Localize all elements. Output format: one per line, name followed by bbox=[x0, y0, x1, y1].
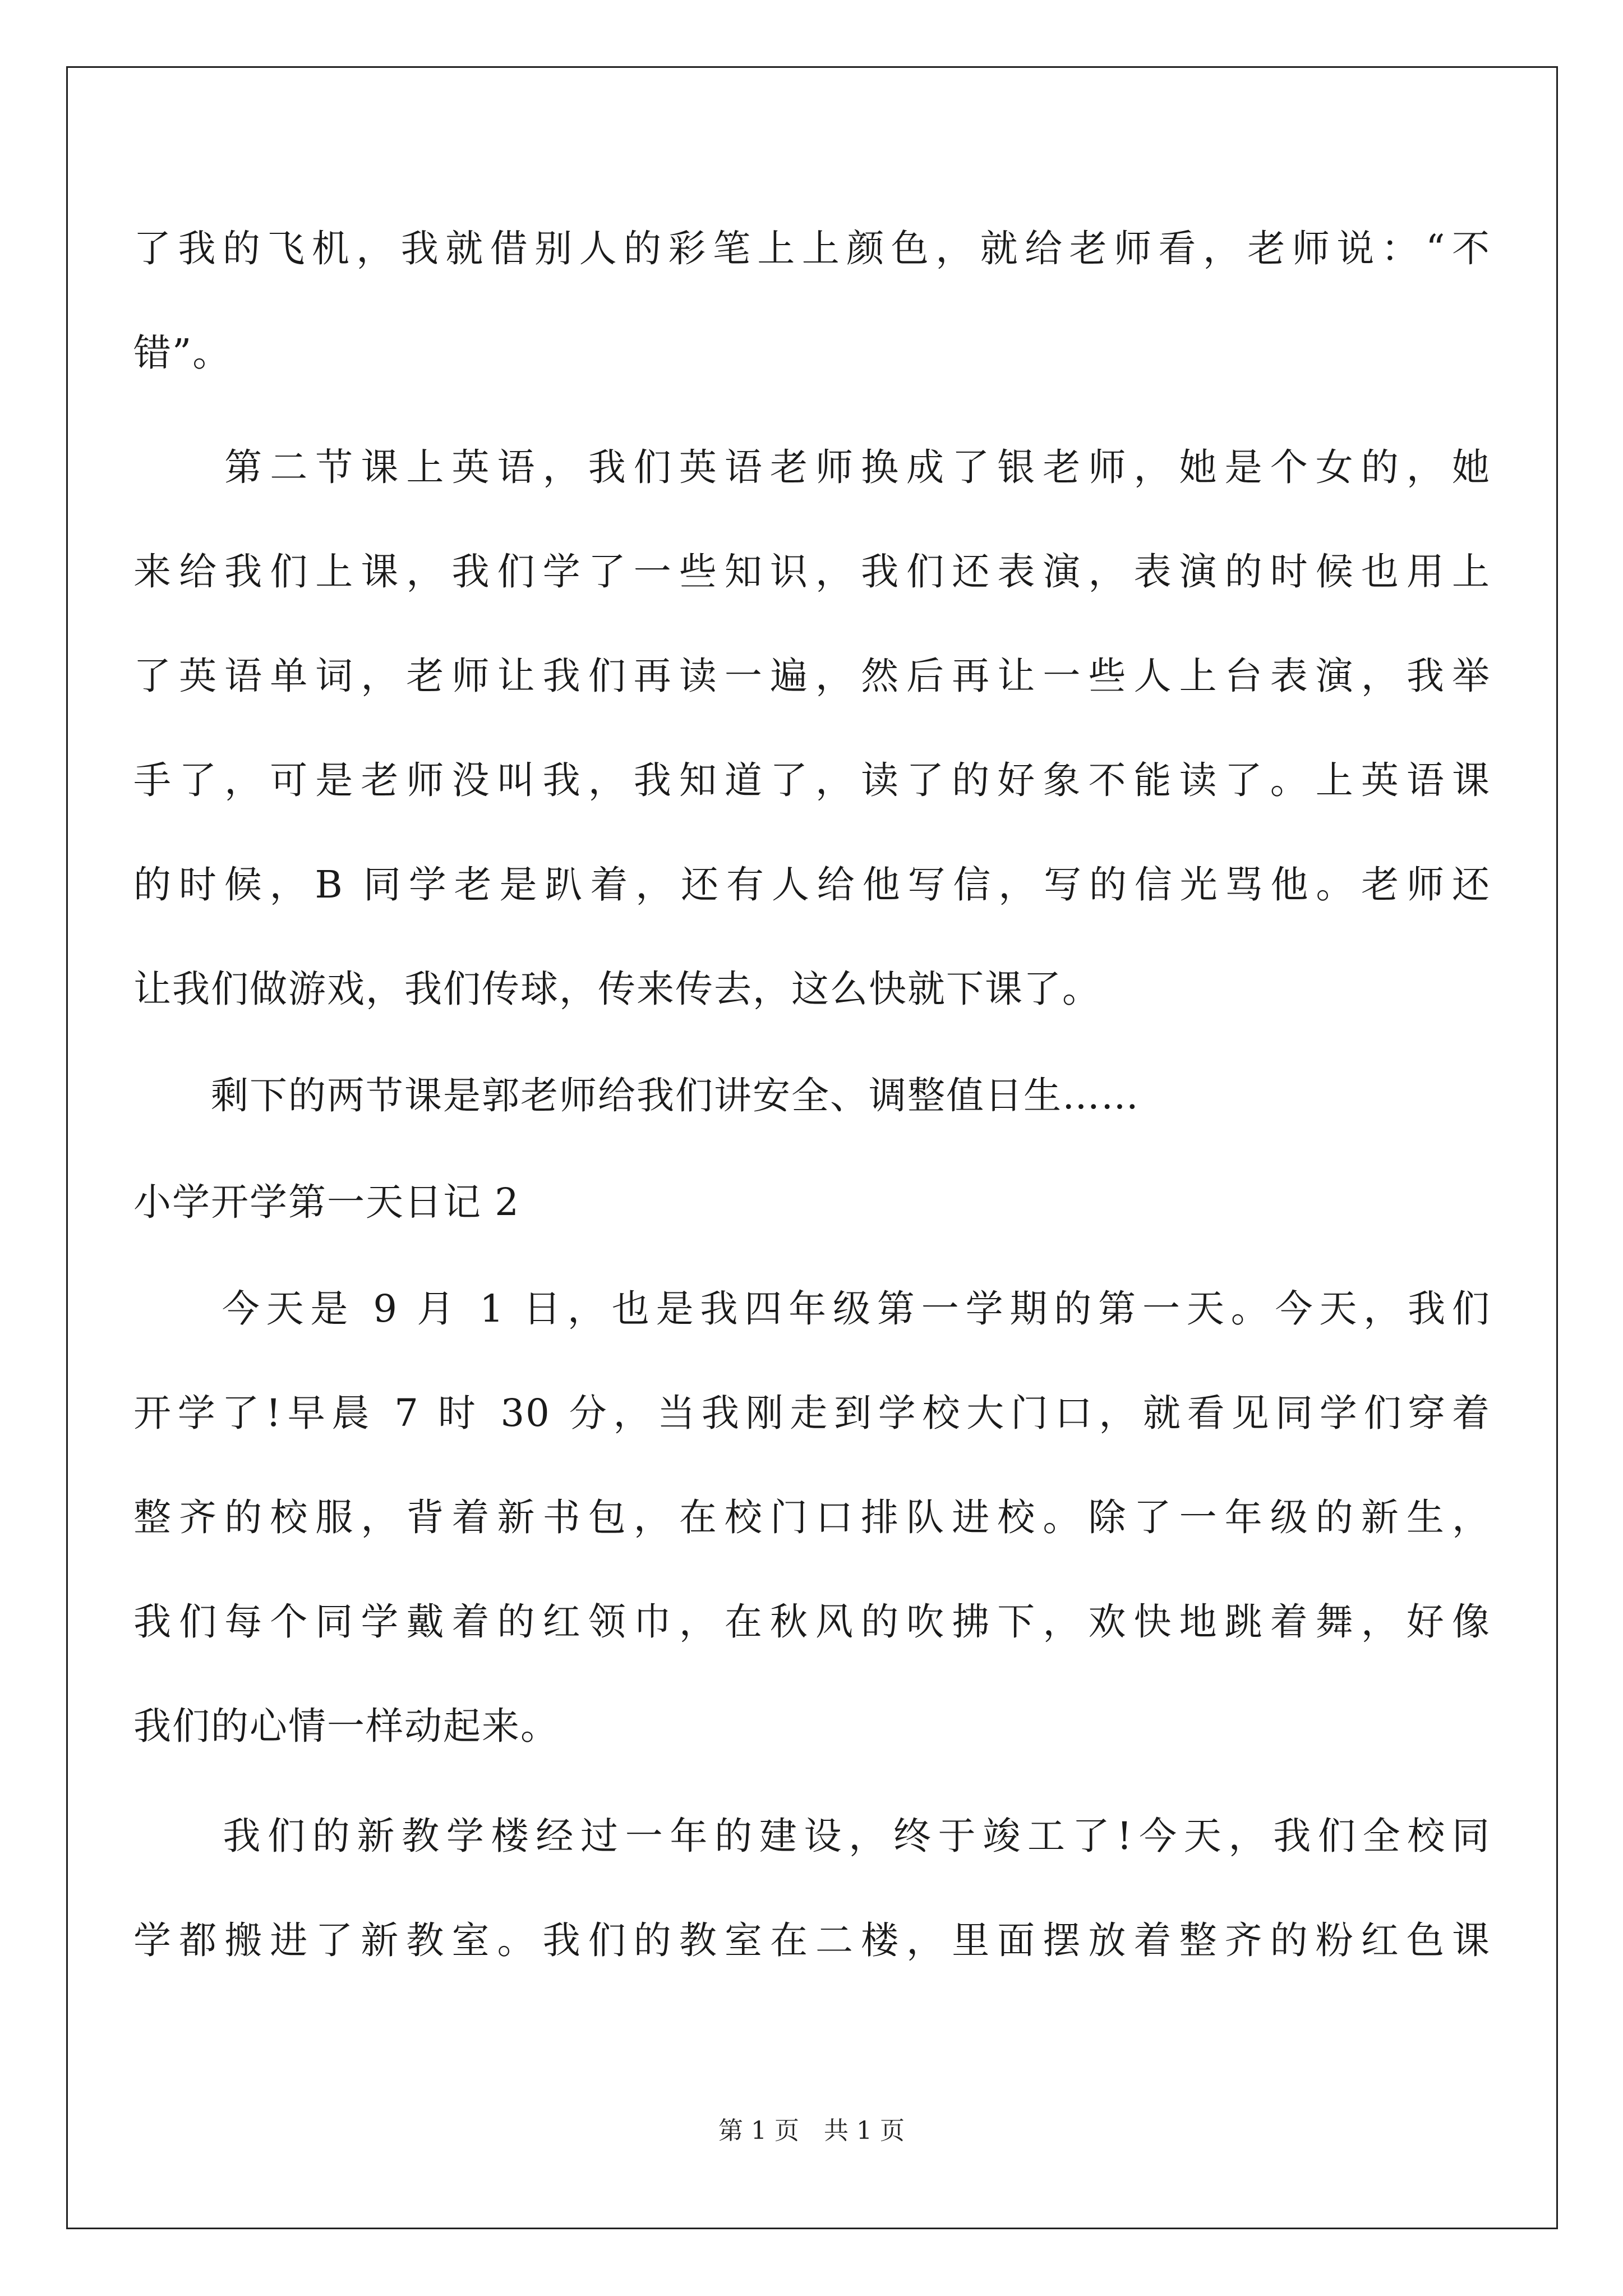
text-line: 来给我们上课，我们学了一些知识，我们还表演，表演的时候也用上 bbox=[133, 550, 1491, 593]
paragraph-6 bbox=[133, 1784, 1491, 1993]
text-line: 我们每个同学戴着的红领巾，在秋风的吹拂下，欢快地跳着舞，好像 bbox=[133, 1600, 1491, 1644]
page-number: 第 1 页 共 1 页 bbox=[718, 2116, 905, 2145]
section-heading bbox=[133, 1150, 1491, 1254]
text-line: 错”。 bbox=[133, 331, 232, 375]
paragraph-1 bbox=[133, 196, 1491, 405]
text-line: 手了，可是老师没叫我，我知道了，读了的好象不能读了。上英语课 bbox=[133, 758, 1491, 802]
text-line: 今天是 9 月 1 日，也是我四年级第一学期的第一天。今天，我们 bbox=[133, 1287, 1491, 1331]
heading-text: 小学开学第一天日记 2 bbox=[133, 1180, 520, 1224]
page-footer bbox=[0, 2110, 1623, 2146]
text-line: 我们的新教学楼经过一年的建设，终于竣工了!今天，我们全校同 bbox=[133, 1814, 1491, 1858]
text-line: 第二节课上英语，我们英语老师换成了银老师，她是个女的，她 bbox=[133, 445, 1491, 489]
paragraph-3 bbox=[133, 1043, 1491, 1148]
text-line: 学都搬进了新教室。我们的教室在二楼，里面摆放着整齐的粉红色课 bbox=[133, 1918, 1491, 1962]
text-line: 了英语单词，老师让我们再读一遍，然后再让一些人上台表演，我举 bbox=[133, 654, 1491, 698]
text-line: 整齐的校服，背着新书包，在校门口排队进校。除了一年级的新生， bbox=[133, 1496, 1491, 1539]
text-line: 让我们做游戏，我们传球，传来传去，这么快就下课了。 bbox=[133, 967, 1101, 1011]
paragraph-5 bbox=[133, 1257, 1491, 1778]
text-line: 剩下的两节课是郭老师给我们讲安全、调整值日生…… bbox=[133, 1074, 1140, 1117]
text-line: 了我的飞机，我就借别人的彩笔上上颜色，就给老师看，老师说：“不 bbox=[133, 227, 1491, 270]
text-line: 开学了!早晨 7 时 30 分，当我刚走到学校大门口，就看见同学们穿着 bbox=[133, 1391, 1491, 1435]
text-line: 我们的心情一样动起来。 bbox=[133, 1704, 559, 1748]
paragraph-2 bbox=[133, 415, 1491, 1041]
text-line: 的时候，B 同学老是趴着，还有人给他写信，写的信光骂他。老师还 bbox=[133, 863, 1491, 907]
